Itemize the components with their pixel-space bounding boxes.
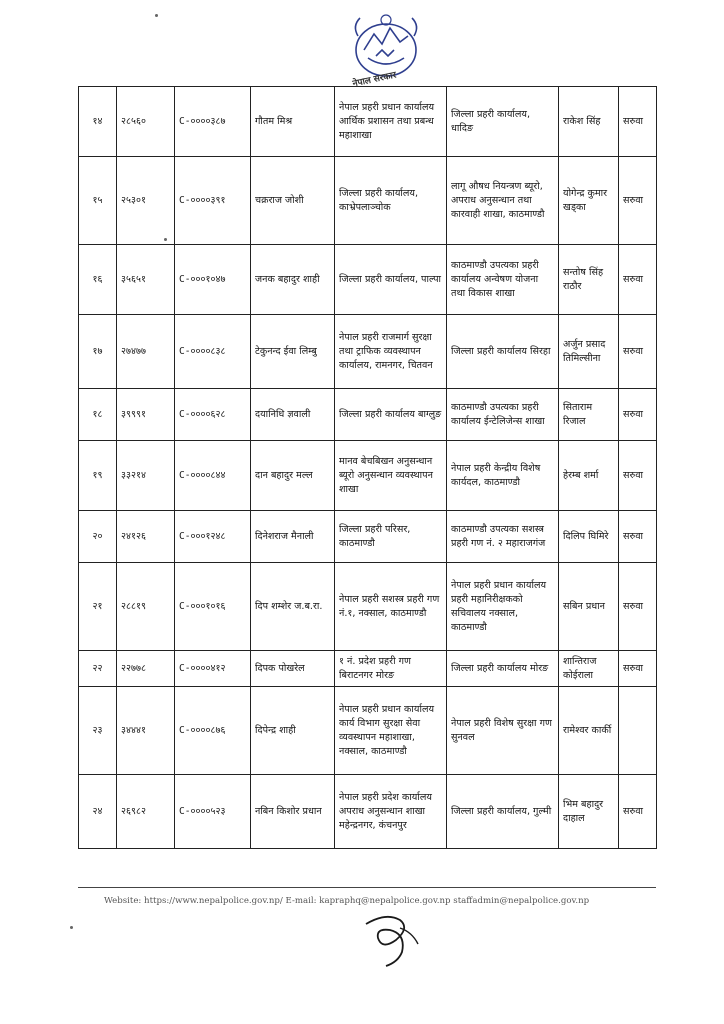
serial-number-cell: १५ [79, 157, 117, 245]
action-cell: सरुवा [619, 245, 657, 315]
new-office-cell: नेपाल प्रहरी विशेष सुरक्षा गण सुनवल [447, 687, 559, 775]
code-cell: C-००००८३८ [175, 315, 251, 389]
serial-number-cell: २१ [79, 563, 117, 651]
new-office-cell: जिल्ला प्रहरी कार्यालय मोरङ [447, 651, 559, 687]
approver-cell: राकेश सिंह [559, 87, 619, 157]
employee-id-cell: २८५६० [117, 87, 175, 157]
approver-cell: हेरम्ब शर्मा [559, 441, 619, 511]
current-office-cell: नेपाल प्रहरी प्रधान कार्यालय आर्थिक प्रशासन तथा प्रबन्ध महाशाखा [335, 87, 447, 157]
table-row [79, 157, 657, 245]
serial-number-cell: २२ [79, 651, 117, 687]
table-row [79, 315, 657, 389]
name-cell: चक्रराज जोशी [251, 157, 335, 245]
footer-divider [78, 887, 656, 888]
code-cell: C-००००८७६ [175, 687, 251, 775]
code-cell: C-०००१२४८ [175, 511, 251, 563]
approver-cell: सिताराम रिजाल [559, 389, 619, 441]
action-cell: सरुवा [619, 563, 657, 651]
name-cell: दान बहादुर मल्ल [251, 441, 335, 511]
action-cell: सरुवा [619, 511, 657, 563]
current-office-cell: जिल्ला प्रहरी कार्यालय, पाल्पा [335, 245, 447, 315]
name-cell: दिपक पोखरेल [251, 651, 335, 687]
serial-number-cell: २३ [79, 687, 117, 775]
table-row [79, 87, 657, 157]
table-row [79, 563, 657, 651]
code-cell: C-००००८४४ [175, 441, 251, 511]
new-office-cell: काठमाण्डौ उपत्यका प्रहरी कार्यालय ईन्टेलिजेन्स शाखा [447, 389, 559, 441]
employee-id-cell: २४१२६ [117, 511, 175, 563]
action-cell: सरुवा [619, 389, 657, 441]
name-cell: दिपेन्द्र शाही [251, 687, 335, 775]
code-cell: C-००००४१२ [175, 651, 251, 687]
name-cell: दिप शम्शेर ज.ब.रा. [251, 563, 335, 651]
footer-contact: Website: https://www.nepalpolice.gov.np/ E-mail: kapraphq@nepalpolice.gov.np staffadmin@nepalpolice.gov.np [104, 896, 590, 906]
action-cell: सरुवा [619, 651, 657, 687]
current-office-cell: नेपाल प्रहरी प्रधान कार्यालय कार्य विभाग सुरक्षा सेवा व्यवस्थापन महाशाखा, नक्साल, काठमाण्डौ [335, 687, 447, 775]
approver-cell: रामेश्वर कार्की [559, 687, 619, 775]
table-body [79, 87, 657, 849]
code-cell: C-००००६२८ [175, 389, 251, 441]
table-row [79, 651, 657, 687]
current-office-cell: नेपाल प्रहरी सशस्त्र प्रहरी गण नं.१, नक्साल, काठमाण्डौ [335, 563, 447, 651]
approver-cell: योगेन्द्र कुमार खड्का [559, 157, 619, 245]
serial-number-cell: २४ [79, 775, 117, 849]
employee-id-cell: २२७७८ [117, 651, 175, 687]
name-cell: टेकुनन्द ईवा लिम्बु [251, 315, 335, 389]
new-office-cell: नेपाल प्रहरी प्रधान कार्यालय प्रहरी महानिरीक्षकको सचिवालय नक्साल, काठमाण्डौ [447, 563, 559, 651]
current-office-cell: जिल्ला प्रहरी कार्यालय, काभ्रेपलाञ्चोक [335, 157, 447, 245]
scan-speck [70, 926, 73, 929]
action-cell: सरुवा [619, 315, 657, 389]
employee-id-cell: २५३०१ [117, 157, 175, 245]
transfer-table [78, 86, 657, 849]
new-office-cell: लागू औषध नियन्त्रण ब्यूरो, अपराध अनुसन्धान तथा कारवाही शाखा, काठमाण्डौ [447, 157, 559, 245]
new-office-cell: जिल्ला प्रहरी कार्यालय, धादिङ [447, 87, 559, 157]
current-office-cell: जिल्ला प्रहरी कार्यालय बाग्लुङ [335, 389, 447, 441]
table-row [79, 775, 657, 849]
approver-cell: दिलिप घिमिरे [559, 511, 619, 563]
new-office-cell: जिल्ला प्रहरी कार्यालय, गुल्मी [447, 775, 559, 849]
table-row [79, 245, 657, 315]
current-office-cell: मानव बेचबिखन अनुसन्धान ब्यूरो अनुसन्धान व्यवस्थापन शाखा [335, 441, 447, 511]
approver-cell: सबिन प्रधान [559, 563, 619, 651]
serial-number-cell: १७ [79, 315, 117, 389]
scan-speck [155, 14, 158, 17]
current-office-cell: नेपाल प्रहरी प्रदेश कार्यालय अपराध अनुसन्धान शाखा महेन्द्रनगर, कंचनपुर [335, 775, 447, 849]
name-cell: दयानिधि ज्ञवाली [251, 389, 335, 441]
employee-id-cell: २८८१९ [117, 563, 175, 651]
name-cell: गौतम मिश्र [251, 87, 335, 157]
serial-number-cell: १४ [79, 87, 117, 157]
table-row [79, 687, 657, 775]
table-row [79, 441, 657, 511]
serial-number-cell: १९ [79, 441, 117, 511]
action-cell: सरुवा [619, 441, 657, 511]
action-cell: सरुवा [619, 87, 657, 157]
scan-speck [164, 238, 167, 241]
approver-cell: सन्तोष सिंह राठौर [559, 245, 619, 315]
action-cell: सरुवा [619, 157, 657, 245]
nepal-emblem-icon [338, 6, 434, 98]
emblem-text-top: नेपाल सरकार [351, 70, 398, 90]
employee-id-cell: २६९८२ [117, 775, 175, 849]
name-cell: जनक बहादुर शाही [251, 245, 335, 315]
current-office-cell: जिल्ला प्रहरी परिसर, काठमाण्डौ [335, 511, 447, 563]
approver-cell: शान्तिराज कोईराला [559, 651, 619, 687]
signature-mark [356, 910, 432, 970]
serial-number-cell: २० [79, 511, 117, 563]
current-office-cell: १ नं. प्रदेश प्रहरी गण बिराटनगर मोरङ [335, 651, 447, 687]
action-cell [619, 687, 657, 775]
code-cell: C-०००१०४७ [175, 245, 251, 315]
code-cell: C-००००५२३ [175, 775, 251, 849]
employee-id-cell: ३५६५१ [117, 245, 175, 315]
name-cell: नबिन किशोर प्रधान [251, 775, 335, 849]
name-cell: दिनेशराज मैनाली [251, 511, 335, 563]
table-row [79, 511, 657, 563]
code-cell: C-००००३९१ [175, 157, 251, 245]
employee-id-cell: ३९९९१ [117, 389, 175, 441]
new-office-cell: जिल्ला प्रहरी कार्यालय सिरहा [447, 315, 559, 389]
new-office-cell: नेपाल प्रहरी केन्द्रीय विशेष कार्यदल, काठमाण्डौ [447, 441, 559, 511]
employee-id-cell: २७४७७ [117, 315, 175, 389]
employee-id-cell: ३३२१४ [117, 441, 175, 511]
code-cell: C-०००१०१६ [175, 563, 251, 651]
new-office-cell: काठमाण्डौ उपत्यका सशस्त्र प्रहरी गण नं. २ महाराजगंज [447, 511, 559, 563]
table-row [79, 389, 657, 441]
action-cell: सरुवा [619, 775, 657, 849]
approver-cell: अर्जुन प्रसाद तिमिल्सीना [559, 315, 619, 389]
current-office-cell: नेपाल प्रहरी राजमार्ग सुरक्षा तथा ट्राफिक व्यवस्थापन कार्यालय, रामनगर, चितवन [335, 315, 447, 389]
approver-cell: भिम बहादुर दाहाल [559, 775, 619, 849]
serial-number-cell: १८ [79, 389, 117, 441]
serial-number-cell: १६ [79, 245, 117, 315]
new-office-cell: काठमाण्डौ उपत्यका प्रहरी कार्यालय अन्वेषण योजना तथा विकास शाखा [447, 245, 559, 315]
code-cell: C-००००३८७ [175, 87, 251, 157]
employee-id-cell: ३४४४१ [117, 687, 175, 775]
